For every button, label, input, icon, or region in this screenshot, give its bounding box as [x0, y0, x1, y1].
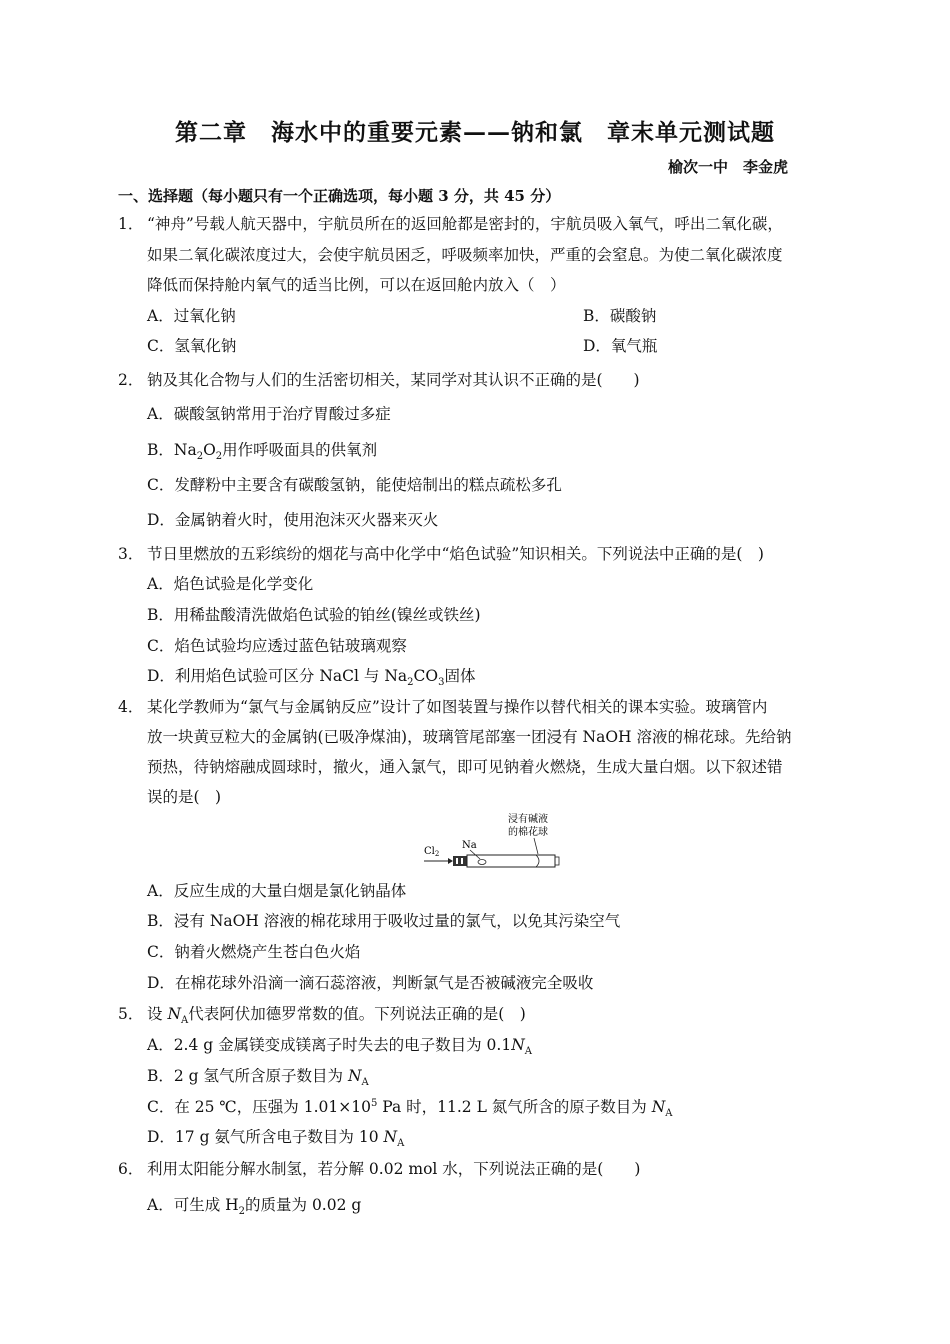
stopper	[453, 856, 467, 866]
glass-tube	[467, 855, 555, 867]
option-d: D．在棉花球外沿滴一滴石蕊溶液，判断氯气是否被碱液完全吸收	[147, 974, 594, 992]
option-c: C．在 25 ℃，压强为 $1.01\times 10^5$ Pa 时，11.2 L 氮气所含的原子数目为 $N_A$	[147, 1097, 673, 1120]
question-stem-line: 降低而保持舱内氧气的适当比例，可以在返回舱内放入（ ）	[147, 276, 566, 294]
option-c: C．钠着火燃烧产生苍白色火焰	[147, 943, 361, 961]
question-stem-line: 放一块黄豆粒大的金属钠(已吸净煤油)，玻璃管尾部塞一团浸有 NaOH 溶液的棉花球。先给钠	[147, 728, 792, 746]
sodium-pellet	[478, 860, 486, 865]
figure-label-cl2: $Cl_2$	[424, 846, 440, 858]
option-c: C．氢氧化钠	[147, 337, 237, 355]
option-a: A．反应生成的大量白烟是氯化钠晶体	[147, 882, 407, 900]
option-b: B．$Na_2O_2$用作呼吸面具的供氧剂	[147, 441, 378, 463]
option-a: A．2.4 g 金属镁变成镁离子时失去的电子数目为 $0.1N_A$	[147, 1036, 532, 1058]
option-c: C．发酵粉中主要含有碳酸氢钠，能使焙制出的糕点疏松多孔	[147, 476, 562, 494]
option-b: B．浸有 NaOH 溶液的棉花球用于吸收过量的氯气，以免其污染空气	[147, 912, 621, 930]
option-a: A．可生成 $H_2$的质量为 0.02 g	[147, 1196, 362, 1218]
option-a: A．碳酸氢钠常用于治疗胃酸过多症	[147, 405, 391, 423]
label-leader-line	[534, 838, 538, 854]
question-stem: 设 $N_A$代表阿伏加德罗常数的值。下列说法正确的是( )	[147, 1005, 526, 1027]
option-d: D．17 g 氨气所含电子数目为 10 $N_A$	[147, 1128, 405, 1150]
cotton-ball	[536, 855, 539, 867]
question-number: 6．	[118, 1160, 144, 1178]
section-heading: 一、选择题（每小题只有一个正确选项，每小题 3 分，共 45 分）	[118, 187, 561, 205]
option-b: B．2 g 氢气所含原子数目为 $N_A$	[147, 1067, 369, 1089]
option-b: B．用稀盐酸清洗做焰色试验的铂丝(镍丝或铁丝)	[147, 606, 481, 624]
figure-label-cotton: 浸有碱液	[508, 814, 548, 825]
option-a: A．过氧化钠	[147, 307, 236, 325]
question-stem-line: 误的是( )	[147, 788, 222, 806]
tube-end	[555, 857, 559, 865]
question-number: 3．	[118, 545, 144, 563]
question-stem-line: 某化学教师为“氯气与金属钠反应”设计了如图装置与操作以替代相关的课本实验。玻璃管内	[147, 698, 768, 716]
question-stem: 利用太阳能分解水制氢，若分解 0.02 mol 水，下列说法正确的是( )	[147, 1160, 641, 1178]
question-stem: 钠及其化合物与人们的生活密切相关，某同学对其认识不正确的是( )	[147, 371, 640, 389]
author-line: 榆次一中 李金虎	[668, 158, 789, 176]
option-d: D．利用焰色试验可区分 NaCl 与 $Na_2CO_3$固体	[147, 667, 476, 689]
page-title: 第二章 海水中的重要元素——钠和氯 章末单元测试题	[175, 119, 775, 146]
figure-label-cotton: 的棉花球	[508, 827, 548, 838]
option-d: D．氧气瓶	[583, 337, 658, 355]
option-d: D．金属钠着火时，使用泡沫灭火器来灭火	[147, 511, 439, 529]
figure-label-na: Na	[462, 840, 477, 851]
question-stem: 节日里燃放的五彩缤纷的烟花与高中化学中“焰色试验”知识相关。下列说法中正确的是( )	[147, 545, 764, 563]
option-a: A．焰色试验是化学变化	[147, 575, 314, 593]
question-stem-line: 如果二氧化碳浓度过大，会使宇航员困乏，呼吸频率加快，严重的会窒息。为使二氧化碳浓度	[147, 246, 783, 264]
question-number: 5．	[118, 1005, 144, 1023]
apparatus-figure	[418, 810, 566, 874]
question-number: 1．	[118, 215, 144, 233]
question-stem-line: “神舟”号载人航天器中，宇航员所在的返回舱都是密封的，宇航员吸入氧气，呼出二氧化碳，	[147, 215, 783, 233]
option-b: B．碳酸钠	[583, 307, 657, 325]
arrow-head-icon	[448, 858, 453, 864]
question-number: 4．	[118, 698, 144, 716]
question-stem-line: 预热，待钠熔融成圆球时，撤火，通入氯气，即可见钠着火燃烧，生成大量白烟。以下叙述错	[147, 758, 783, 776]
option-c: C．焰色试验均应透过蓝色钴玻璃观察	[147, 637, 407, 655]
question-number: 2．	[118, 371, 144, 389]
